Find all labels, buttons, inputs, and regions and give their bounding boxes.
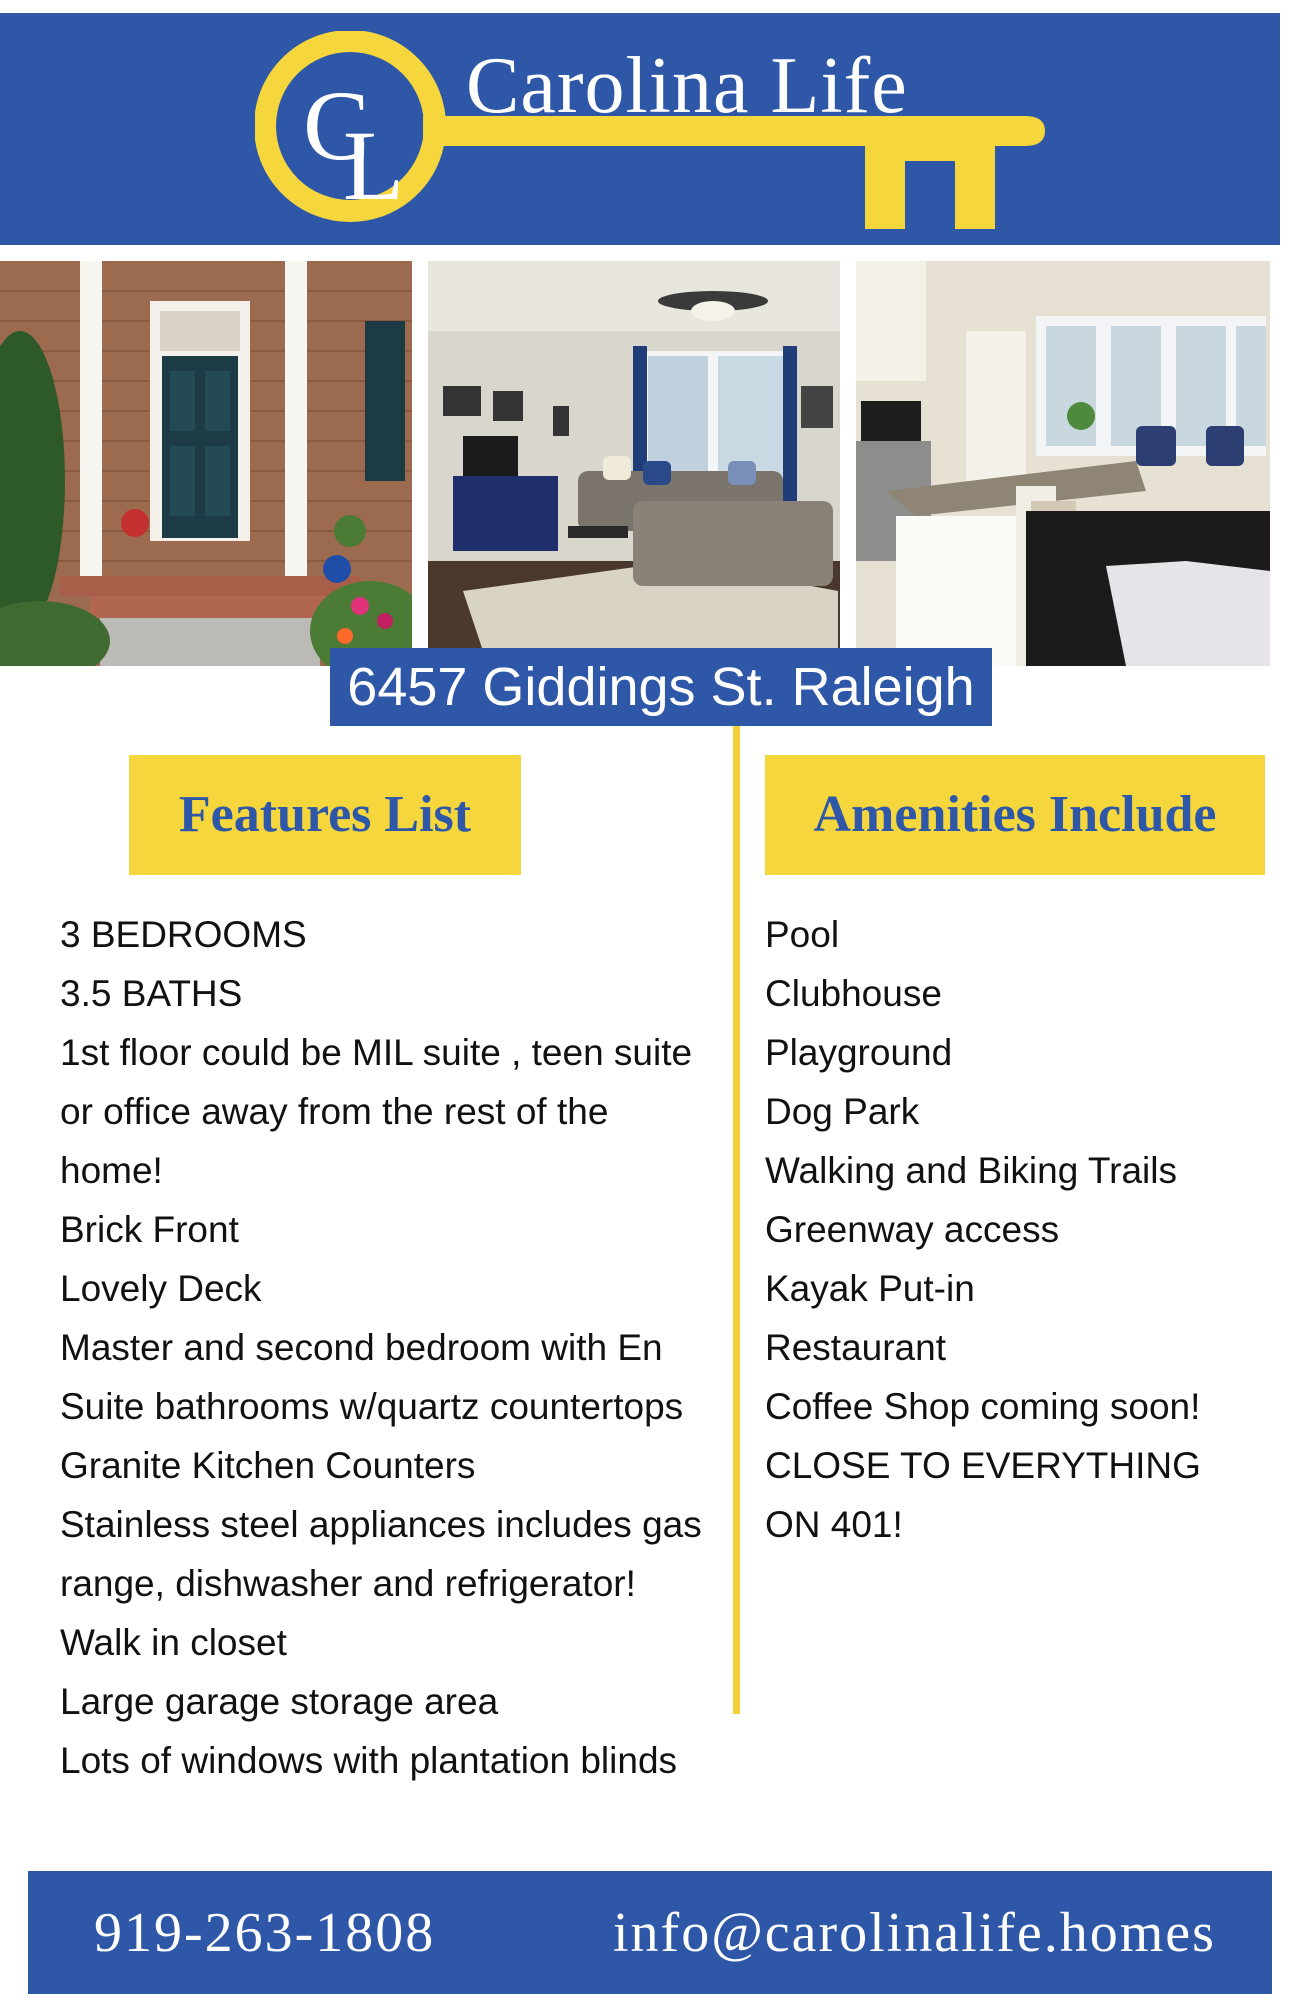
svg-text:C: C xyxy=(303,70,370,181)
list-item: ON 401! xyxy=(765,1504,903,1545)
list-item: Greenway access xyxy=(765,1209,1060,1250)
property-address: 6457 Giddings St. Raleigh xyxy=(330,648,992,726)
amenities-heading: Amenities Include xyxy=(765,755,1265,875)
brand-tagline: NC Life Style and Real Estate xyxy=(488,156,851,189)
svg-text:L: L xyxy=(343,110,405,221)
list-item: Playground xyxy=(765,1032,953,1073)
brand-name: Carolina Life xyxy=(466,42,908,130)
front-door-photo xyxy=(0,261,412,666)
list-item: Walking and Biking Trails xyxy=(765,1150,1177,1191)
list-item: Suite bathrooms w/quartz countertops xyxy=(60,1386,684,1427)
list-item: 1st floor could be MIL suite , teen suite xyxy=(60,1032,693,1073)
amenities-list xyxy=(765,905,1285,1554)
list-item: Coffee Shop coming soon! xyxy=(765,1386,1201,1427)
list-item: Pool xyxy=(765,914,840,955)
living-room-photo xyxy=(428,261,840,666)
features-list xyxy=(60,905,730,1790)
list-item: Stainless steel appliances includes gas xyxy=(60,1504,702,1545)
phone-number[interactable]: 919-263-1808 xyxy=(94,1902,436,1964)
list-item: range, dishwasher and refrigerator! xyxy=(60,1563,636,1604)
list-item: 3 BEDROOMS xyxy=(60,914,307,955)
column-divider xyxy=(733,726,740,1714)
list-item: Lovely Deck xyxy=(60,1268,262,1309)
list-item: or office away from the rest of the xyxy=(60,1091,609,1132)
list-item: CLOSE TO EVERYTHING xyxy=(765,1445,1201,1486)
header-banner xyxy=(0,13,1280,245)
list-item: Master and second bedroom with En xyxy=(60,1327,663,1368)
list-item: Large garage storage area xyxy=(60,1681,499,1722)
list-item: Brick Front xyxy=(60,1209,239,1250)
list-item: 3.5 BATHS xyxy=(60,973,243,1014)
list-item: Clubhouse xyxy=(765,973,942,1014)
list-item: home! xyxy=(60,1150,163,1191)
list-item: Restaurant xyxy=(765,1327,946,1368)
kitchen-photo xyxy=(856,261,1270,666)
list-item: Granite Kitchen Counters xyxy=(60,1445,476,1486)
email-address[interactable]: info@carolinalife.homes xyxy=(613,1902,1216,1964)
list-item: Lots of windows with plantation blinds xyxy=(60,1740,678,1781)
list-item: Dog Park xyxy=(765,1091,920,1132)
list-item: Kayak Put-in xyxy=(765,1268,975,1309)
list-item: Walk in closet xyxy=(60,1622,287,1663)
contact-footer xyxy=(28,1871,1272,1994)
features-heading: Features List xyxy=(129,755,521,875)
